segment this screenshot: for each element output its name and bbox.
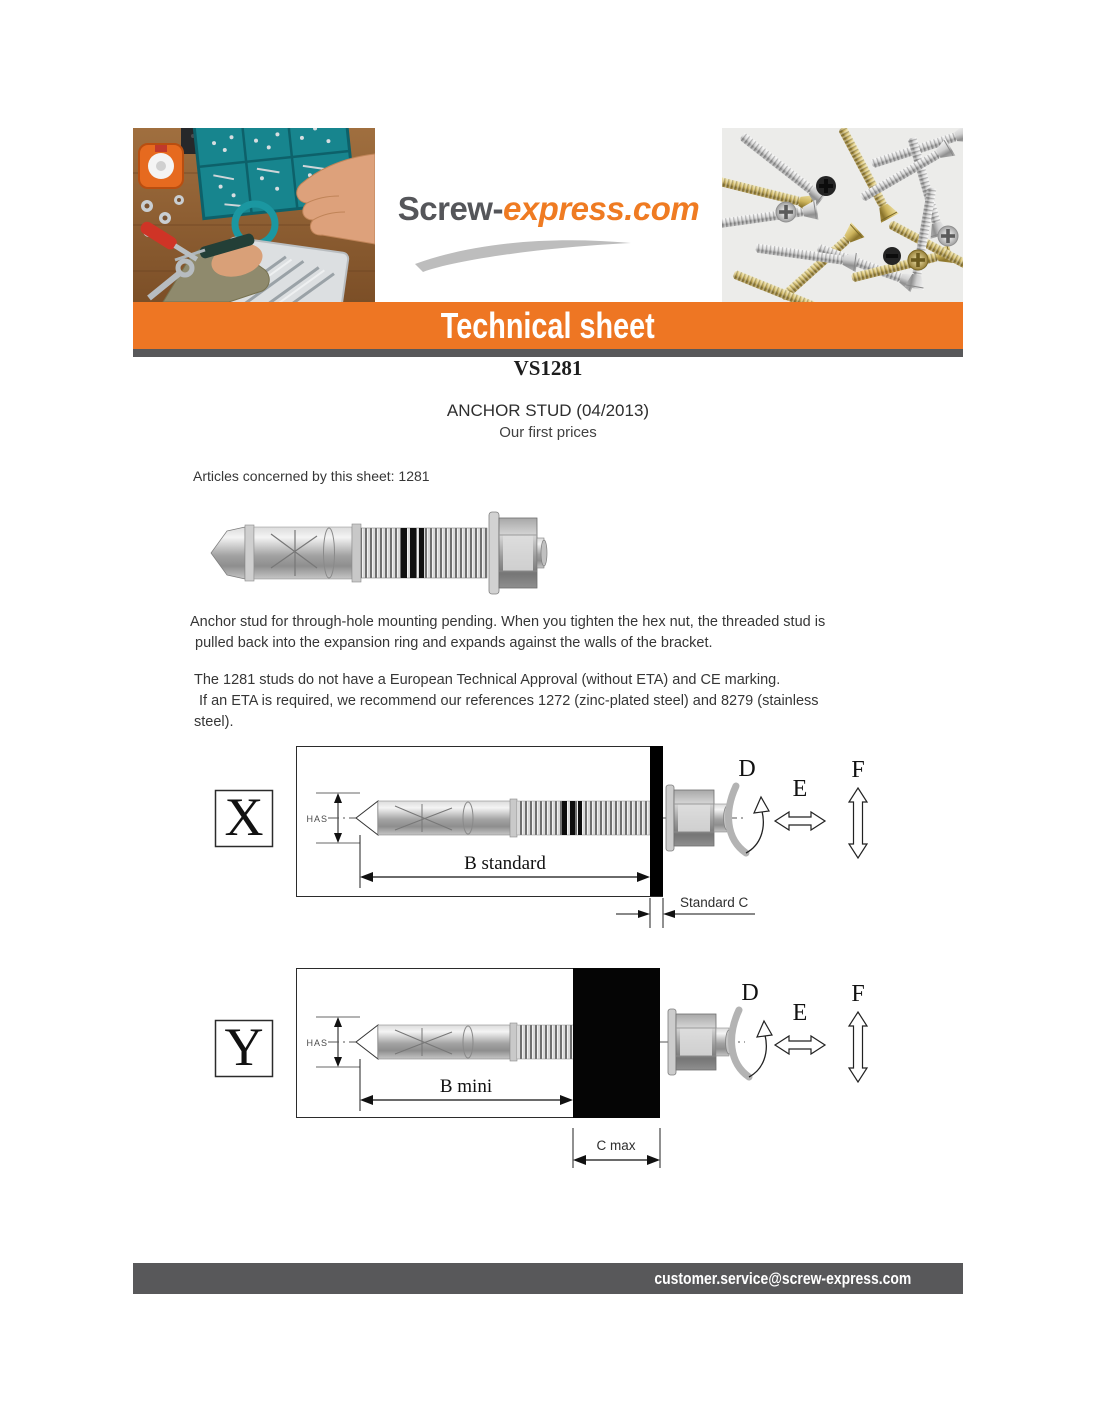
tape-measure	[139, 144, 183, 188]
header-left-photo	[133, 128, 375, 302]
header-right-photo	[722, 128, 963, 302]
torque-arrow-icon	[732, 980, 772, 1077]
washer	[489, 512, 499, 594]
shear-arrow-icon	[849, 757, 867, 858]
anchor-stud-illustration	[356, 1023, 577, 1061]
axial-arrow-icon	[775, 1000, 825, 1054]
diagram-y-label: Y	[224, 1017, 264, 1077]
brand-logo	[375, 128, 722, 302]
eta-paragraph-line3: steel).	[194, 714, 234, 730]
shear-label: F	[851, 757, 865, 783]
torque-label: D	[738, 756, 756, 782]
product-title: ANCHOR STUD (04/2013)	[446, 401, 650, 420]
diagram-x	[210, 740, 880, 940]
b-dimension-label: B standard	[464, 853, 546, 874]
torque-label: D	[741, 980, 759, 1006]
fixture-plate	[650, 746, 663, 896]
diagram-y-label-box	[216, 1017, 273, 1077]
hex-nut	[499, 518, 537, 588]
has-label: HAS	[306, 814, 328, 824]
banner-label: Technical sheet	[441, 304, 655, 346]
has-label: HAS	[306, 1038, 328, 1048]
technical-sheet-banner	[133, 302, 963, 349]
footer-email[interactable]: customer.service@screw-express.com	[654, 1268, 911, 1288]
logo-prefix: Screw-	[397, 190, 503, 227]
c-dimension	[573, 1128, 660, 1168]
c-dimension-label: C max	[596, 1138, 636, 1153]
anchor-stud-illustration	[356, 799, 650, 837]
eta-paragraph-line1: The 1281 studs do not have a European Technical Approval (without ETA) and CE marking.	[194, 672, 781, 688]
articles-line: Articles concerned by this sheet: 1281	[193, 468, 430, 484]
eta-paragraph	[194, 670, 934, 733]
shear-arrow-icon	[849, 981, 867, 1082]
intro-paragraph-line2: pulled back into the expansion ring and expands against the walls of the bracket.	[195, 635, 713, 651]
doc-code: VS1281	[513, 356, 583, 380]
intro-paragraph-line1: Anchor stud for through-hole mounting pending. When you tighten the hex nut, the threaded stud is	[190, 614, 826, 630]
axial-label: E	[792, 776, 808, 802]
logo-suffix: express.com	[502, 190, 700, 227]
b-dimension-label: B mini	[439, 1076, 493, 1097]
c-dimension	[616, 895, 755, 928]
fixture-block	[573, 968, 660, 1118]
washer	[668, 1009, 676, 1075]
washer-and-nut	[666, 785, 730, 851]
c-dimension-label: Standard C	[680, 895, 749, 910]
washer-and-nut	[668, 1009, 732, 1075]
washer	[666, 785, 674, 851]
shear-label: F	[851, 981, 865, 1007]
intro-paragraph	[190, 612, 930, 654]
footer-bar	[133, 1263, 963, 1294]
torque-arrow-icon	[729, 756, 769, 853]
axial-label: E	[792, 1000, 808, 1026]
product-photo-anchor-stud	[205, 506, 550, 600]
axial-arrow-icon	[775, 776, 825, 830]
eta-paragraph-line2: If an ETA is required, we recommend our references 1272 (zinc-plated steel) and 8279 (stainless	[199, 693, 819, 709]
diagram-x-label: X	[224, 787, 264, 847]
diagram-x-label-box	[216, 787, 273, 847]
logo-swoosh-icon	[413, 236, 653, 276]
product-tagline: Our first prices	[499, 424, 597, 441]
brand-logo-text	[375, 190, 722, 228]
anchor-stud-illustration	[211, 512, 547, 594]
diagram-y	[210, 960, 880, 1200]
